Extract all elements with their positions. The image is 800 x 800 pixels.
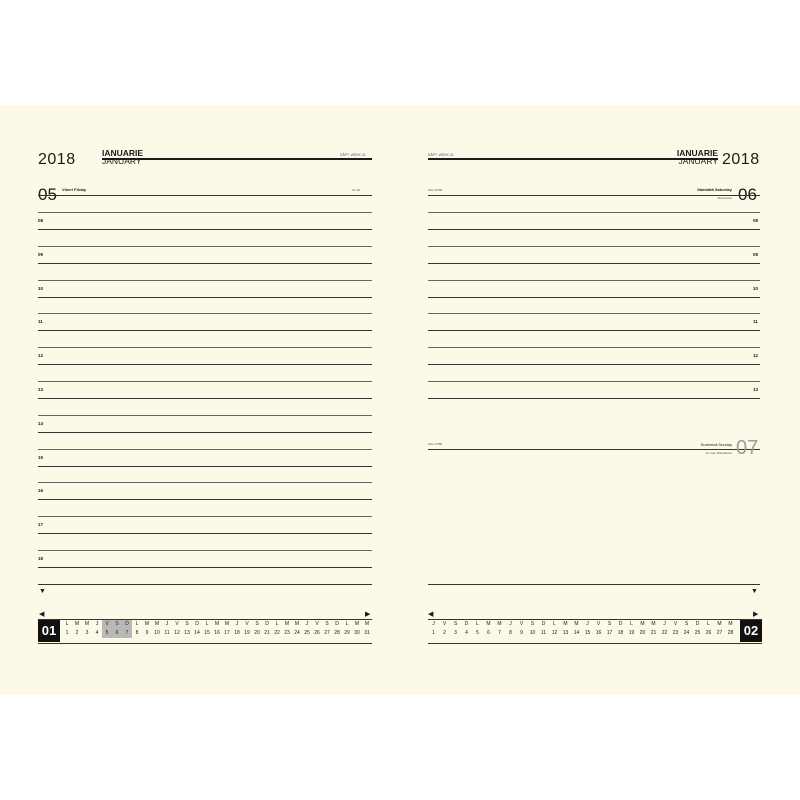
- day-number: 29: [344, 630, 350, 636]
- day-number: 16: [595, 630, 602, 636]
- right-calendar-day[interactable]: [648, 620, 659, 638]
- day-number: 3: [454, 630, 457, 636]
- day-number: 15: [584, 630, 591, 636]
- left-header-rule: [102, 158, 372, 160]
- left-hour-label: 18: [38, 556, 44, 561]
- left-calendar-day[interactable]: [292, 620, 302, 638]
- day-number: 1: [432, 630, 435, 636]
- left-half-hour-rule[interactable]: [38, 280, 372, 281]
- day-number: 13: [562, 630, 569, 636]
- left-half-hour-rule[interactable]: [38, 347, 372, 348]
- left-calendar-day[interactable]: [352, 620, 362, 638]
- left-month-badge: 01: [38, 620, 60, 642]
- weekday-letter: M: [364, 621, 370, 627]
- day-number: 24: [683, 630, 690, 636]
- left-calendar-day[interactable]: [162, 620, 172, 638]
- right-prev-arrow-icon[interactable]: ◀: [428, 611, 434, 618]
- weekday-letter: V: [175, 621, 179, 627]
- right-next-arrow-icon[interactable]: ▶: [753, 611, 759, 618]
- weekday-letter: V: [519, 621, 524, 627]
- left-calendar-day[interactable]: [252, 620, 262, 638]
- left-hour-label: 10: [38, 285, 44, 291]
- right-calendar-day[interactable]: [538, 620, 549, 638]
- right-calendar-day[interactable]: [494, 620, 505, 638]
- day-number: 12: [551, 630, 558, 636]
- left-calendar-day[interactable]: [172, 620, 182, 638]
- right-calendar-day[interactable]: [582, 620, 593, 638]
- day-number: 2: [75, 630, 79, 636]
- day-number: 21: [264, 630, 270, 636]
- left-calendar-day[interactable]: [142, 620, 152, 638]
- weekday-letter: V: [596, 621, 601, 627]
- weekday-letter: L: [135, 621, 139, 627]
- left-hour-rule[interactable]: [38, 330, 372, 331]
- right-hour-rule[interactable]: [428, 364, 760, 365]
- left-calendar-day[interactable]: [232, 620, 242, 638]
- day-number: 24: [294, 630, 300, 636]
- day-number: 9: [520, 630, 523, 636]
- right-half-hour-rule[interactable]: [428, 280, 760, 281]
- left-month-en: JANUARY: [102, 156, 142, 166]
- left-half-hour-rule[interactable]: [38, 482, 372, 483]
- left-day-name: Vineri Friday: [62, 187, 87, 192]
- right-calendar-days: [428, 620, 736, 638]
- left-calendar-day[interactable]: [92, 620, 102, 638]
- weekday-letter: M: [84, 621, 90, 627]
- weekday-letter: D: [335, 621, 339, 627]
- weekday-letter: M: [728, 621, 733, 627]
- left-calendar-day[interactable]: [332, 620, 342, 638]
- left-calendar-day[interactable]: [112, 620, 122, 638]
- left-hour-rule[interactable]: [38, 297, 372, 298]
- left-hour-label: 13: [38, 387, 44, 392]
- weekday-letter: D: [464, 621, 469, 627]
- left-month: [102, 149, 143, 165]
- left-cal-bottom-rule: [38, 643, 372, 644]
- left-calendar-day[interactable]: [102, 620, 112, 638]
- right-calendar-day[interactable]: [681, 620, 692, 638]
- sat-day-number: 06: [738, 185, 757, 204]
- day-number: 14: [194, 630, 200, 636]
- day-number: 20: [254, 630, 260, 636]
- weekday-letter: J: [663, 621, 666, 627]
- day-number: 2: [443, 630, 446, 636]
- weekday-letter: J: [95, 621, 99, 627]
- left-hour-label: 11: [38, 319, 43, 325]
- weekday-letter: J: [509, 621, 512, 627]
- weekday-letter: L: [345, 621, 349, 627]
- day-number: 18: [234, 630, 240, 636]
- right-month: [676, 149, 718, 165]
- right-hour-label: 10: [753, 285, 759, 291]
- left-hour-rule[interactable]: [38, 398, 372, 399]
- weekday-letter: D: [541, 621, 546, 627]
- weekday-letter: J: [586, 621, 589, 627]
- right-hour-label: 12: [753, 353, 759, 359]
- right-half-hour-rule[interactable]: [428, 246, 760, 247]
- right-month-en: JANUARY: [678, 156, 718, 166]
- weekday-letter: J: [432, 621, 435, 627]
- left-half-hour-rule[interactable]: [38, 212, 372, 213]
- left-half-hour-rule[interactable]: [38, 415, 372, 416]
- left-hour-label: 08: [38, 218, 44, 223]
- weekday-letter: S: [115, 621, 119, 627]
- right-calendar-day[interactable]: [549, 620, 560, 638]
- right-calendar-day[interactable]: [725, 620, 736, 638]
- left-calendar-day[interactable]: [312, 620, 322, 638]
- day-number: 18: [617, 630, 624, 636]
- right-bottom-rule: [428, 584, 760, 585]
- left-calendar-days: [62, 620, 372, 638]
- day-number: 12: [174, 630, 180, 636]
- left-day-rule: [38, 195, 372, 196]
- left-calendar-day[interactable]: [202, 620, 212, 638]
- weekday-letter: L: [630, 621, 633, 627]
- right-calendar-day[interactable]: [483, 620, 494, 638]
- sun-day-note: Sf. Ioan Botezătorul: [705, 451, 732, 455]
- right-calendar-day[interactable]: [505, 620, 516, 638]
- right-calendar-day[interactable]: [637, 620, 648, 638]
- day-number: 15: [204, 630, 210, 636]
- left-calendar-day[interactable]: [132, 620, 142, 638]
- weekday-letter: S: [185, 621, 189, 627]
- left-calendar-day[interactable]: [182, 620, 192, 638]
- sat-note-left: Ziua 6/359: [428, 188, 443, 192]
- right-calendar-day[interactable]: [604, 620, 615, 638]
- right-calendar-day[interactable]: [428, 620, 439, 638]
- left-calendar-day[interactable]: [272, 620, 282, 638]
- weekday-letter: M: [294, 621, 300, 627]
- day-number: 22: [274, 630, 280, 636]
- weekday-letter: M: [224, 621, 230, 627]
- left-bottom-rule: [38, 584, 372, 585]
- day-number: 6: [487, 630, 490, 636]
- day-number: 16: [214, 630, 220, 636]
- left-day-number: 05: [38, 185, 57, 204]
- right-half-hour-rule[interactable]: [428, 212, 760, 213]
- left-calendar-day[interactable]: [212, 620, 222, 638]
- day-number: 25: [304, 630, 310, 636]
- left-half-hour-rule[interactable]: [38, 313, 372, 314]
- day-number: 25: [694, 630, 701, 636]
- left-hour-label: 17: [38, 522, 44, 528]
- right-header-rule: [428, 158, 718, 160]
- day-number: 26: [314, 630, 320, 636]
- day-number: 3: [85, 630, 89, 636]
- right-month-badge: 02: [740, 620, 762, 642]
- left-calendar-day[interactable]: [342, 620, 352, 638]
- planner-spread: [0, 105, 800, 695]
- right-calendar-day[interactable]: [571, 620, 582, 638]
- sun-day-number: 07: [736, 437, 759, 459]
- day-number: 26: [705, 630, 712, 636]
- right-half-hour-rule[interactable]: [428, 381, 760, 382]
- left-hour-label: 09: [38, 251, 44, 257]
- right-hour-label: 08: [753, 218, 759, 223]
- day-number: 28: [334, 630, 340, 636]
- right-calendar-day[interactable]: [527, 620, 538, 638]
- day-number: 19: [628, 630, 635, 636]
- weekday-letter: S: [325, 621, 329, 627]
- right-hour-rule[interactable]: [428, 398, 760, 399]
- weekday-letter: L: [476, 621, 479, 627]
- weekday-letter: L: [553, 621, 556, 627]
- day-number: 31: [364, 630, 370, 636]
- right-calendar-day[interactable]: [439, 620, 450, 638]
- right-month-ro: IANUARIE: [676, 148, 718, 158]
- day-number: 27: [324, 630, 330, 636]
- weekday-letter: J: [235, 621, 239, 627]
- right-hour-rule[interactable]: [428, 330, 760, 331]
- right-hour-rule[interactable]: [428, 263, 760, 264]
- left-hour-rule[interactable]: [38, 229, 372, 230]
- weekday-letter: M: [154, 621, 160, 627]
- weekday-letter: L: [707, 621, 710, 627]
- right-calendar-day[interactable]: [615, 620, 626, 638]
- right-calendar-day[interactable]: [703, 620, 714, 638]
- right-hour-label: 13: [753, 387, 759, 392]
- weekday-letter: J: [165, 621, 169, 627]
- weekday-letter: S: [255, 621, 259, 627]
- day-number: 21: [650, 630, 657, 636]
- day-number: 22: [661, 630, 668, 636]
- right-half-hour-rule[interactable]: [428, 313, 760, 314]
- day-number: 17: [224, 630, 230, 636]
- left-half-hour-rule[interactable]: [38, 516, 372, 517]
- left-half-hour-rule[interactable]: [38, 550, 372, 551]
- right-cal-bottom-rule: [428, 643, 762, 644]
- left-calendar-day[interactable]: [282, 620, 292, 638]
- day-number: 19: [244, 630, 250, 636]
- day-number: 14: [573, 630, 580, 636]
- left-month-ro: IANUARIE: [102, 148, 144, 158]
- left-calendar-day[interactable]: [62, 620, 72, 638]
- right-calendar-day[interactable]: [516, 620, 527, 638]
- day-number: 28: [727, 630, 734, 636]
- right-year: 2018: [722, 151, 760, 168]
- left-calendar-day[interactable]: [72, 620, 82, 638]
- weekday-letter: M: [563, 621, 568, 627]
- sat-day-rule: [428, 195, 760, 196]
- left-prev-arrow-icon[interactable]: ◀: [39, 611, 45, 618]
- weekday-letter: M: [640, 621, 645, 627]
- left-calendar-day[interactable]: [302, 620, 312, 638]
- weekday-letter: M: [74, 621, 80, 627]
- day-number: 6: [115, 630, 119, 636]
- left-calendar-day[interactable]: [122, 620, 132, 638]
- day-number: 30: [354, 630, 360, 636]
- weekday-letter: M: [651, 621, 656, 627]
- left-calendar-day[interactable]: [152, 620, 162, 638]
- sat-day-name: Sâmbătă Saturday: [697, 187, 732, 192]
- right-hour-rule[interactable]: [428, 229, 760, 230]
- left-calendar-day[interactable]: [322, 620, 332, 638]
- weekday-letter: S: [530, 621, 535, 627]
- weekday-letter: M: [214, 621, 220, 627]
- weekday-letter: M: [486, 621, 491, 627]
- day-number: 10: [154, 630, 160, 636]
- weekday-letter: D: [265, 621, 269, 627]
- weekday-letter: S: [607, 621, 612, 627]
- day-number: 4: [95, 630, 99, 636]
- weekday-letter: M: [497, 621, 502, 627]
- left-calendar-day[interactable]: [262, 620, 272, 638]
- day-number: 20: [639, 630, 646, 636]
- weekday-letter: M: [284, 621, 290, 627]
- right-hour-label: 11: [753, 319, 758, 325]
- sun-note-left: Ziua 7/358: [428, 442, 443, 446]
- left-hour-label: 14: [38, 420, 44, 426]
- day-number: 11: [164, 630, 170, 636]
- right-calendar-day[interactable]: [560, 620, 571, 638]
- right-calendar-day[interactable]: [692, 620, 703, 638]
- weekday-letter: V: [105, 621, 109, 627]
- left-year: 2018: [38, 151, 76, 168]
- weekday-letter: V: [442, 621, 447, 627]
- day-number: 1: [65, 630, 69, 636]
- day-number: 9: [145, 630, 149, 636]
- left-hour-rule[interactable]: [38, 466, 372, 467]
- left-hour-rule[interactable]: [38, 533, 372, 534]
- left-page: [0, 105, 400, 695]
- right-week-label: SĂPT. WEEK 01: [428, 153, 454, 157]
- left-calendar-day[interactable]: [82, 620, 92, 638]
- left-day-note: Sf. Ed.: [352, 188, 362, 192]
- left-hour-rule[interactable]: [38, 263, 372, 264]
- weekday-letter: L: [205, 621, 209, 627]
- day-number: 8: [509, 630, 512, 636]
- left-half-hour-rule[interactable]: [38, 246, 372, 247]
- weekday-letter: M: [717, 621, 722, 627]
- weekday-letter: V: [673, 621, 678, 627]
- right-calendar-day[interactable]: [593, 620, 604, 638]
- left-calendar-day[interactable]: [242, 620, 252, 638]
- left-calendar-day[interactable]: [192, 620, 202, 638]
- day-number: 5: [105, 630, 109, 636]
- right-calendar-day[interactable]: [670, 620, 681, 638]
- day-number: 27: [716, 630, 723, 636]
- left-half-hour-rule[interactable]: [38, 381, 372, 382]
- weekday-letter: L: [275, 621, 279, 627]
- left-hour-label: 16: [38, 488, 44, 494]
- right-hour-rule[interactable]: [428, 297, 760, 298]
- weekday-letter: J: [305, 621, 309, 627]
- left-calendar-day[interactable]: [222, 620, 232, 638]
- day-number: 7: [498, 630, 501, 636]
- sun-day-name: Duminică Sunday: [700, 442, 732, 447]
- weekday-letter: M: [144, 621, 150, 627]
- sat-day-note: Boboteaza: [717, 196, 732, 200]
- right-calendar-day[interactable]: [659, 620, 670, 638]
- left-next-arrow-icon[interactable]: ▶: [365, 611, 371, 618]
- sun-day-rule: [428, 449, 760, 450]
- day-number: 17: [606, 630, 613, 636]
- right-half-hour-rule[interactable]: [428, 347, 760, 348]
- day-number: 10: [529, 630, 536, 636]
- right-calendar-day[interactable]: [714, 620, 725, 638]
- left-down-arrow-icon: ▼: [39, 588, 46, 595]
- right-down-arrow-icon: ▼: [751, 588, 758, 595]
- left-calendar-day[interactable]: [362, 620, 372, 638]
- right-calendar-day[interactable]: [472, 620, 483, 638]
- weekday-letter: L: [65, 621, 69, 627]
- weekday-letter: S: [684, 621, 689, 627]
- left-hour-rule[interactable]: [38, 567, 372, 568]
- weekday-letter: M: [574, 621, 579, 627]
- right-hour-label: 09: [753, 251, 759, 257]
- right-calendar-day[interactable]: [461, 620, 472, 638]
- day-number: 5: [476, 630, 479, 636]
- weekday-letter: D: [618, 621, 623, 627]
- weekday-letter: V: [245, 621, 249, 627]
- left-week-label: SĂPT. WEEK 01: [340, 153, 366, 157]
- left-half-hour-rule[interactable]: [38, 449, 372, 450]
- day-number: 7: [125, 630, 129, 636]
- weekday-letter: D: [125, 621, 129, 627]
- day-number: 11: [540, 630, 547, 636]
- right-calendar-day[interactable]: [626, 620, 637, 638]
- day-number: 8: [135, 630, 139, 636]
- weekday-letter: D: [195, 621, 199, 627]
- weekday-letter: M: [354, 621, 360, 627]
- weekday-letter: V: [315, 621, 319, 627]
- right-page: [400, 105, 800, 695]
- left-hour-rule[interactable]: [38, 364, 372, 365]
- weekday-letter: S: [453, 621, 458, 627]
- left-hour-label: 12: [38, 353, 44, 359]
- day-number: 23: [672, 630, 679, 636]
- left-hour-rule[interactable]: [38, 432, 372, 433]
- left-hour-rule[interactable]: [38, 499, 372, 500]
- day-number: 4: [465, 630, 468, 636]
- day-number: 23: [284, 630, 290, 636]
- left-hour-label: 15: [38, 454, 44, 460]
- day-number: 13: [184, 630, 190, 636]
- weekday-letter: D: [695, 621, 700, 627]
- right-calendar-day[interactable]: [450, 620, 461, 638]
